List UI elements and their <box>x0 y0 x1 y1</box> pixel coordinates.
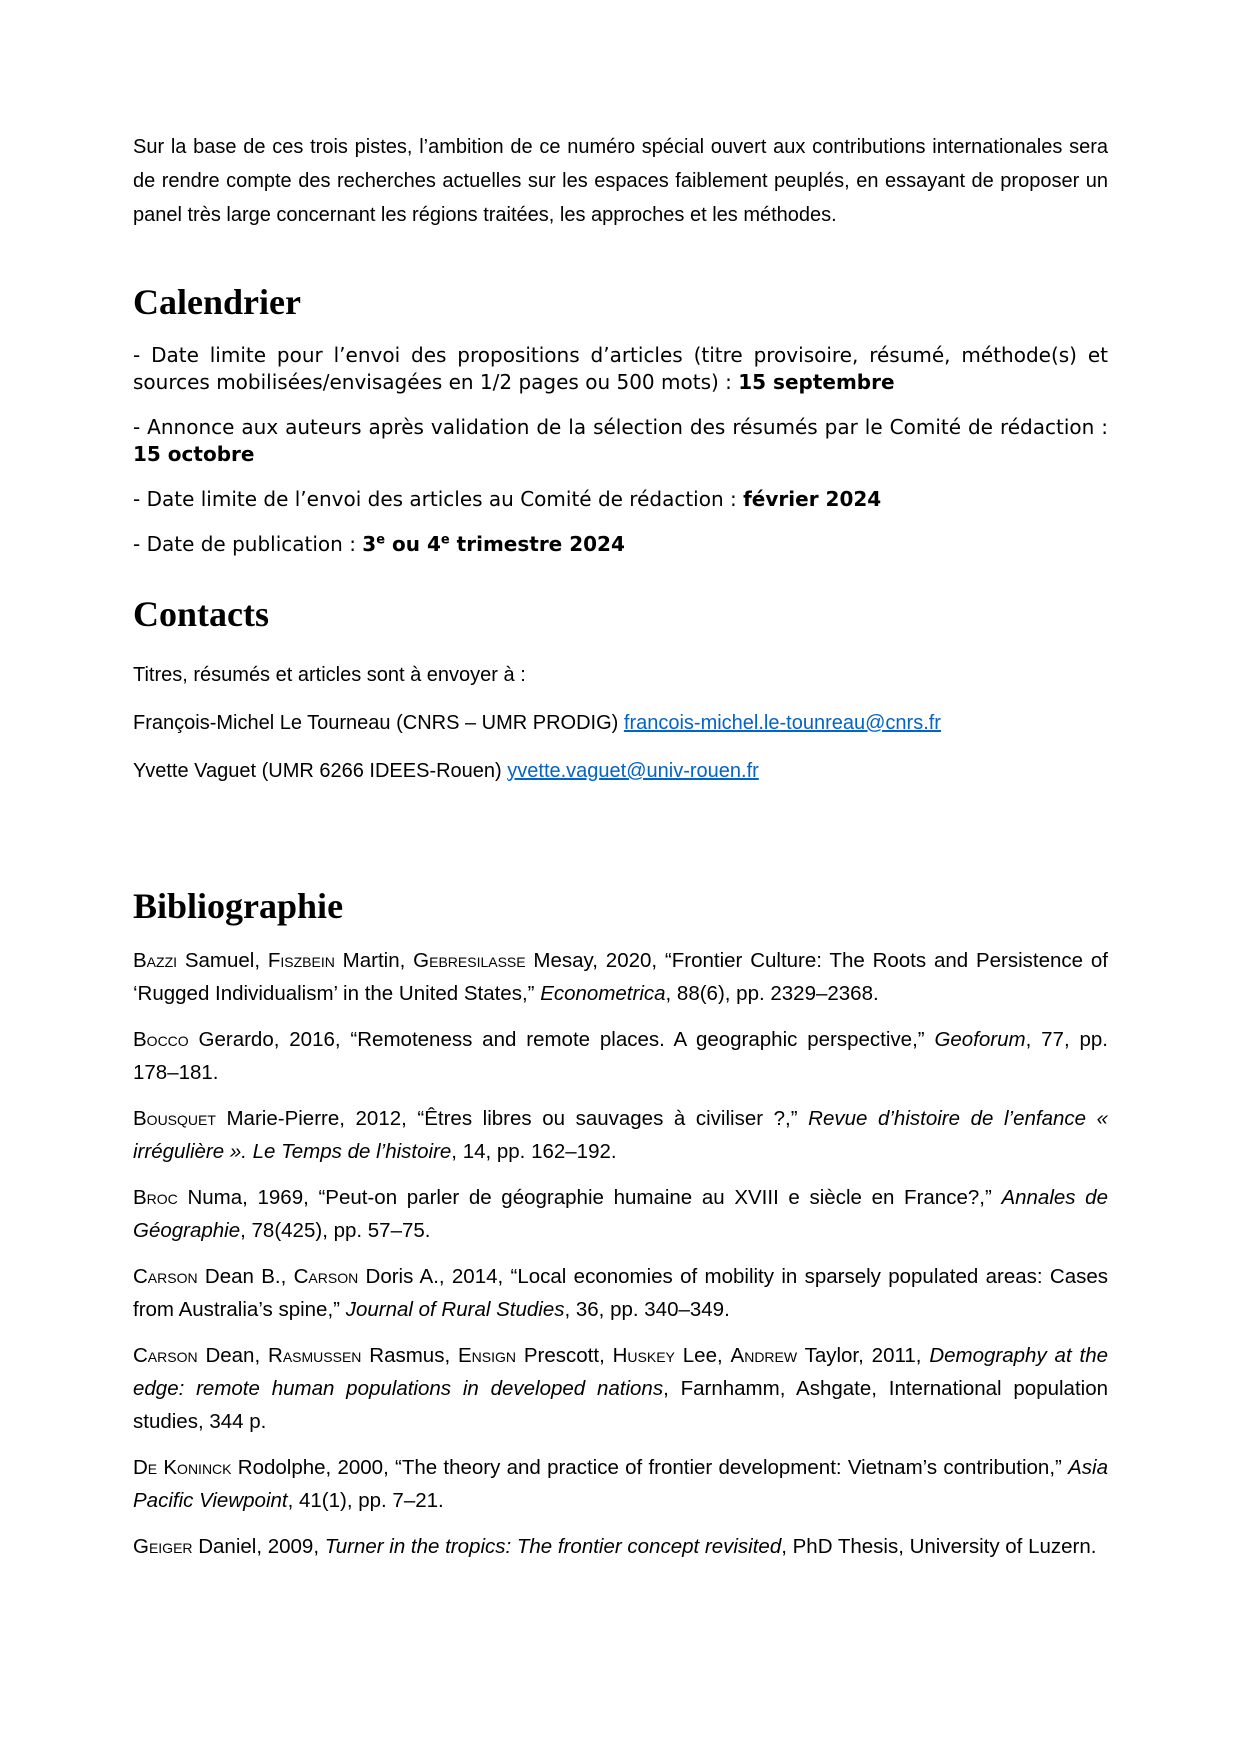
bibliography-entry-de-koninck: De Koninck Rodolphe, 2000, “The theory and practice of frontier development: Vietnam’s contribution,” Asia Pacific Viewpoint, 41(1), pp. 7–21. <box>133 1456 1108 1512</box>
intro-paragraph: Sur la base de ces trois pistes, l’ambition de ce numéro spécial ouvert aux contributions internationales sera de rendre compte des recherches actuelles sur les espaces faiblement peuplés, en essayant de proposer un panel très large concernant les régions traitées, les approches et les méthodes. <box>133 136 1108 226</box>
contact-line-le-tourneau <box>133 710 1108 736</box>
email-link-le-tourneau[interactable]: francois-michel.le-tounreau@cnrs.fr <box>623 712 941 734</box>
contact-name: Yvette Vaguet (UMR 6266 IDEES-Rouen) <box>133 760 508 782</box>
section-heading-contacts: Contacts <box>133 594 269 634</box>
bibliography-entry-bocco: Bocco Gerardo, 2016, “Remoteness and remote places. A geographic perspective,” Geoforum, 77, pp. 178–181. <box>133 1028 1108 1084</box>
contact-line-vaguet <box>133 758 1108 784</box>
bibliography-entry-bousquet: Bousquet Marie-Pierre, 2012, “Êtres libres ou sauvages à civiliser ?,” Revue d’histoire de l’enfance « irrégulière ». Le Temps de l’histoire, 14, pp. 162–192. <box>133 1107 1108 1163</box>
section-heading-calendrier: Calendrier <box>133 282 301 322</box>
calendar-item-article-deadline: - Date limite de l’envoi des articles au Comité de rédaction : février 2024 <box>133 487 882 511</box>
bibliography-entry-bazzi: Bazzi Samuel, Fiszbein Martin, Gebresilasse Mesay, 2020, “Frontier Culture: The Roots and Persistence of ‘Rugged Individualism’ in the United States,” Econometrica, 88(6), pp. 2329–2368. <box>133 949 1108 1005</box>
calendar-item-deadline-proposals: - Date limite pour l’envoi des propositions d’articles (titre provisoire, résumé, méthode(s) et sources mobilisées/envisagées en 1/2 pages ou 500 mots) : 15 septembre <box>133 343 1108 394</box>
contact-name: François-Michel Le Tourneau (CNRS – UMR PRODIG) <box>133 712 624 734</box>
bibliography-entry-carson-2014: Carson Dean B., Carson Doris A., 2014, “Local economies of mobility in sparsely populated areas: Cases from Australia’s spine,” Journal of Rural Studies, 36, pp. 340–349. <box>133 1265 1108 1321</box>
section-heading-bibliographie: Bibliographie <box>133 886 344 926</box>
bibliography-entry-carson-2011: Carson Dean, Rasmussen Rasmus, Ensign Prescott, Huskey Lee, Andrew Taylor, 2011, Demography at the edge: remote human populations in developed nations, Farnhamm, Ashgate, International population studies, 344 p. <box>133 1344 1108 1433</box>
email-link-vaguet[interactable]: yvette.vaguet@univ-rouen.fr <box>507 760 759 782</box>
calendar-item-author-notification: - Annonce aux auteurs après validation de la sélection des résumés par le Comité de rédaction : 15 octobre <box>133 415 1108 466</box>
contacts-intro: Titres, résumés et articles sont à envoyer à : <box>133 664 526 686</box>
bibliography-entry-broc: Broc Numa, 1969, “Peut-on parler de géographie humaine au XVIII e siècle en France?,” Annales de Géographie, 78(425), pp. 57–75. <box>133 1186 1108 1242</box>
bibliography-entry-geiger: Geiger Daniel, 2009, Turner in the tropics: The frontier concept revisited, PhD Thesis, University of Luzern. <box>133 1535 1097 1558</box>
calendar-item-publication-date: - Date de publication : 3e ou 4e trimestre 2024 <box>133 532 625 556</box>
